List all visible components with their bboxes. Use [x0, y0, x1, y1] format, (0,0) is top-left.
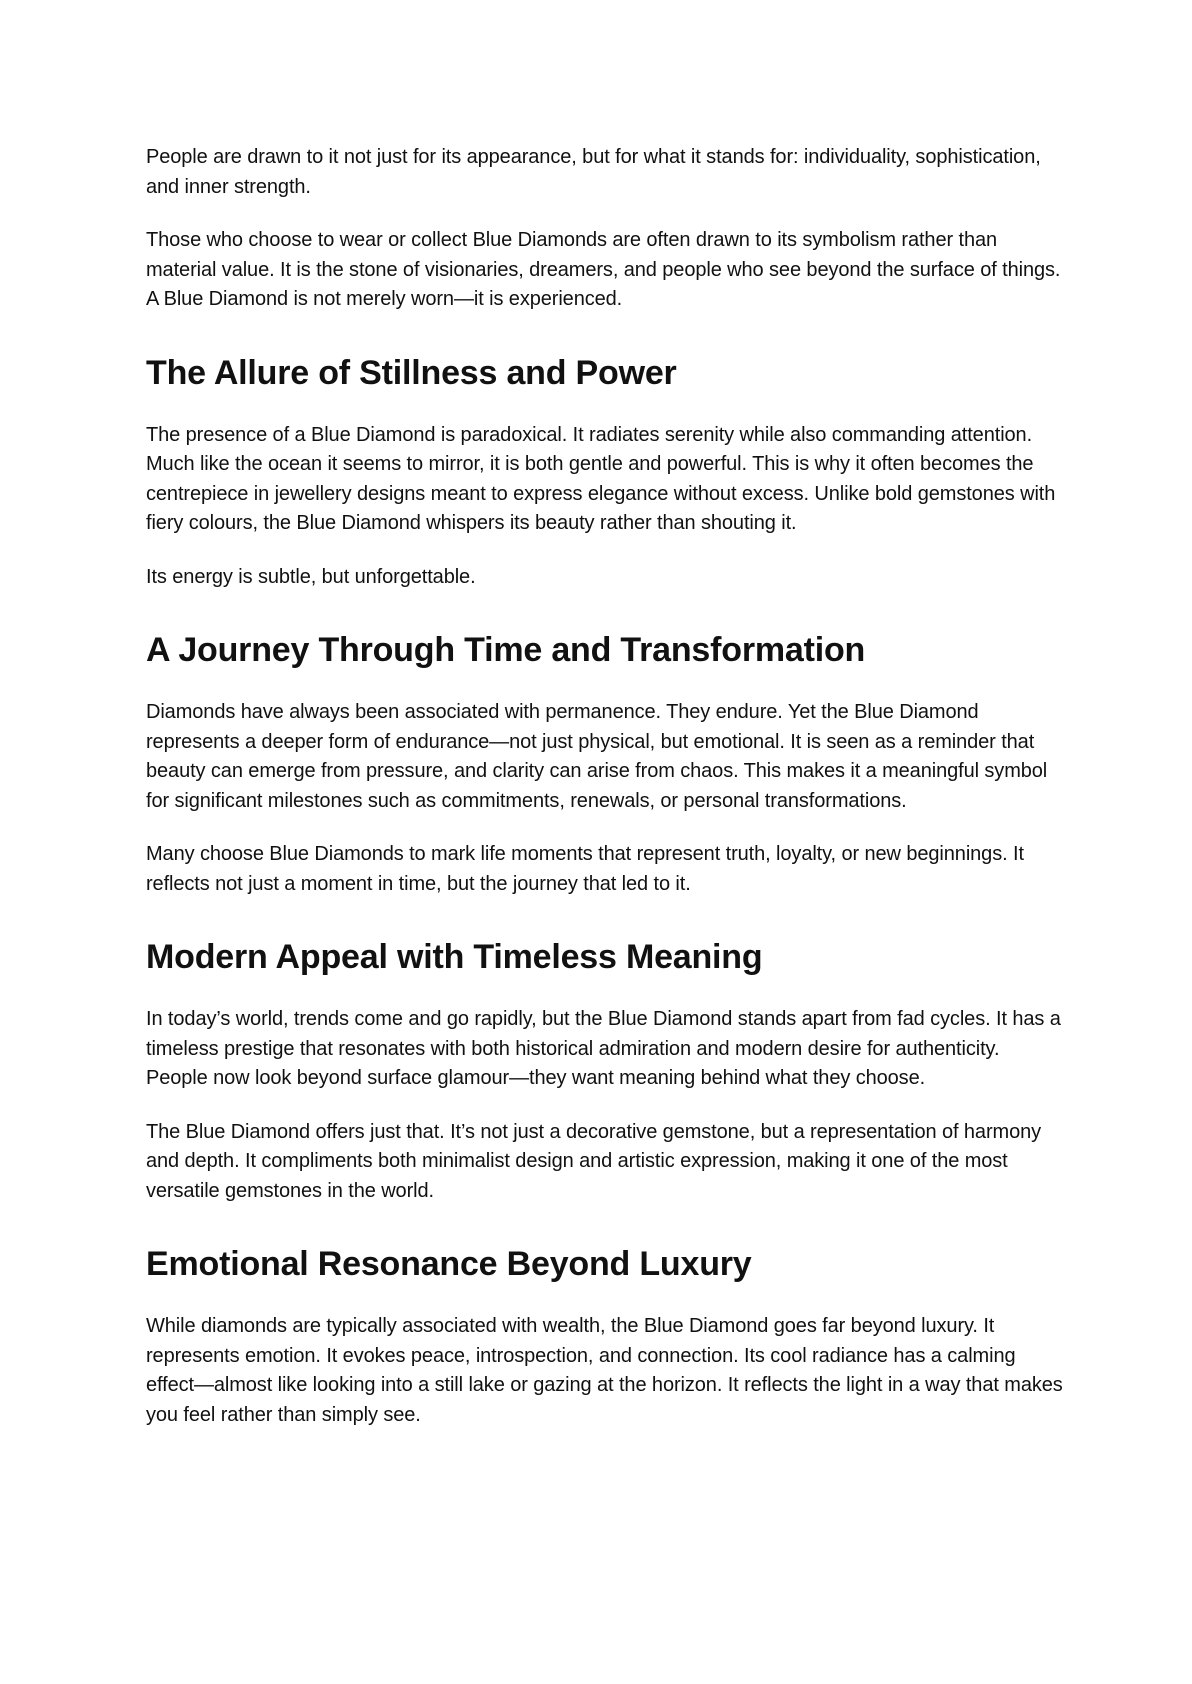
- section-heading-emotional-resonance: Emotional Resonance Beyond Luxury: [146, 1245, 752, 1283]
- section-paragraph: Diamonds have always been associated with permanence. They endure. Yet the Blue Diamond represents a deeper form of endurance—not just physical, but emotional. It is seen as a reminder that beauty can emerge from pressure, and clarity can arise from chaos. This makes it a meaningful symbol for significant milestones such as commitments, renewals, or personal transformations.: [146, 701, 1048, 812]
- document-body: [146, 143, 1066, 1454]
- section-paragraph: In today’s world, trends come and go rapidly, but the Blue Diamond stands apart from fad cycles. It has a timeless prestige that resonates with both historical admiration and modern desire for authenticity. People now look beyond surface glamour—they want meaning behind what they choose.: [146, 1008, 1061, 1089]
- section-paragraph: While diamonds are typically associated with wealth, the Blue Diamond goes far beyond luxury. It represents emotion. It evokes peace, introspection, and connection. Its cool radiance has a calming effect—almost like looking into a still lake or gazing at the horizon. It reflects the light in a way that makes you feel rather than simply see.: [146, 1315, 1063, 1426]
- section-paragraph: The presence of a Blue Diamond is paradoxical. It radiates serenity while also commanding attention. Much like the ocean it seems to mirror, it is both gentle and powerful. This is why it often becomes the centrepiece in jewellery designs meant to express elegance without excess. Unlike bold gemstones with fiery colours, the Blue Diamond whispers its beauty rather than shouting it.: [146, 423, 1056, 534]
- section-paragraph: Many choose Blue Diamonds to mark life moments that represent truth, loyalty, or new beginnings. It reflects not just a moment in time, but the journey that led to it.: [146, 843, 1024, 895]
- section-paragraph: Its energy is subtle, but unforgettable.: [146, 565, 476, 588]
- section-paragraph: The Blue Diamond offers just that. It’s not just a decorative gemstone, but a representation of harmony and depth. It compliments both minimalist design and artistic expression, making it one of the most versatile gemstones in the world.: [146, 1120, 1042, 1202]
- section-heading-allure: The Allure of Stillness and Power: [146, 353, 677, 392]
- intro-paragraph: People are drawn to it not just for its appearance, but for what it stands for: individuality, sophistication, and inner strength.: [146, 146, 1041, 198]
- intro-paragraph: Those who choose to wear or collect Blue Diamonds are often drawn to its symbolism rather than material value. It is the stone of visionaries, dreamers, and people who see beyond the surface of things. A Blue Diamond is not merely worn—it is experienced.: [146, 229, 1061, 310]
- section-heading-journey: A Journey Through Time and Transformation: [146, 631, 866, 669]
- section-heading-modern-appeal: Modern Appeal with Timeless Meaning: [146, 938, 763, 976]
